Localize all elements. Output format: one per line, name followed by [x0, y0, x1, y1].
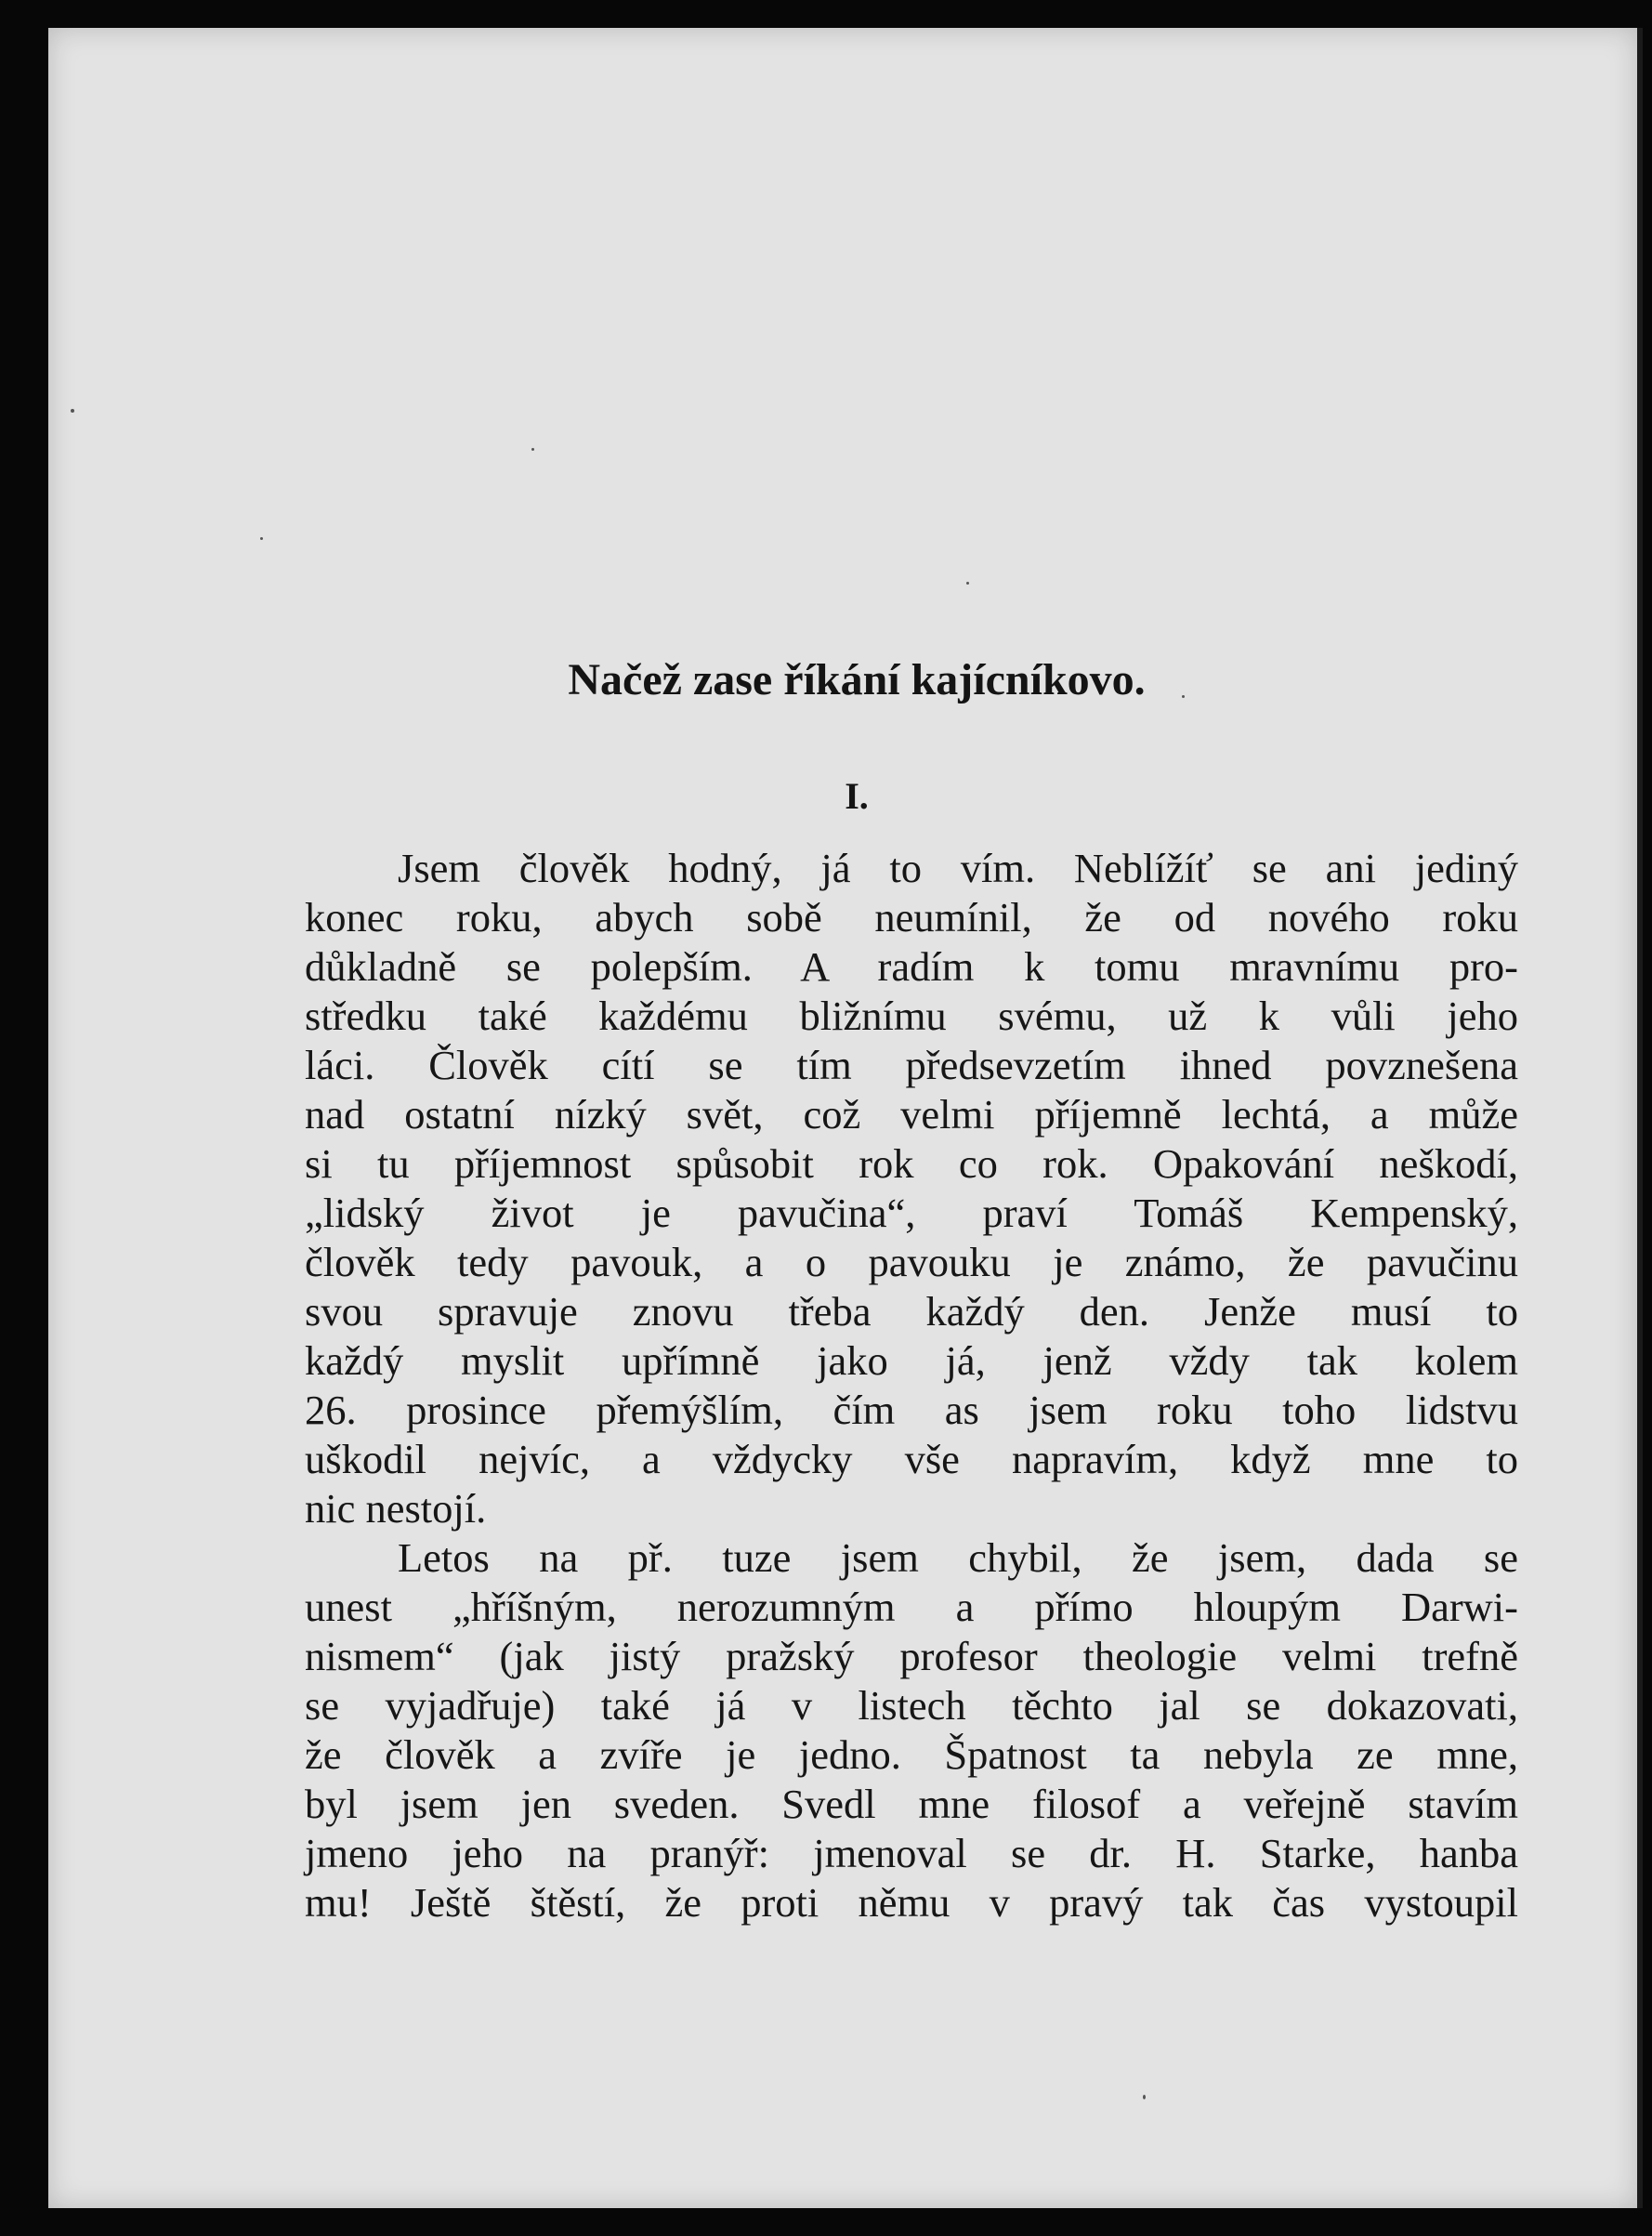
text-line: si tu příjemnost spůsobit rok co rok. Opakování neškodí, — [305, 1140, 1518, 1187]
body-text — [305, 844, 1518, 1927]
text-line: nismem“ (jak jistý pražský profesor theologie velmi trefně — [305, 1633, 1518, 1679]
paragraph — [305, 844, 1518, 1533]
paragraph — [305, 1533, 1518, 1927]
paper-speck — [531, 448, 534, 451]
text-line: „lidský život je pavučina“, praví Tomáš Kempenský, — [305, 1190, 1518, 1236]
text-line: důkladně se polepším. A radím k tomu mravnímu pro- — [305, 943, 1518, 990]
text-line: konec roku, abych sobě neumínil, že od nového roku — [305, 894, 1518, 940]
paper-speck — [966, 582, 969, 585]
text-line: Jsem člověk hodný, já to vím. Neblížíť se ani jediný — [398, 845, 1518, 891]
chapter-title: Načež zase říkání kajícníkovo. — [568, 655, 1146, 704]
text-line: se vyjadřuje) také já v listech těchto jal se dokazovati, — [305, 1682, 1518, 1729]
text-line: nic nestojí. — [305, 1485, 487, 1532]
paper-speck — [71, 409, 74, 413]
paper-speck — [260, 537, 263, 540]
text-line: unest „hříšným, nerozumným a přímo hloupým Darwi- — [305, 1584, 1518, 1630]
text-line: svou spravuje znovu třeba každý den. Jenže musí to — [305, 1288, 1518, 1335]
paper-speck — [1143, 2095, 1146, 2099]
text-line: mu! Ještě štěstí, že proti němu v pravý tak čas vystoupil — [305, 1879, 1518, 1926]
text-line: uškodil nejvíc, a vždycky vše napravím, když mne to — [305, 1436, 1518, 1482]
section-number: I. — [845, 775, 869, 817]
text-line: láci. Člověk cítí se tím předsevzetím ihned povznešena — [305, 1042, 1518, 1088]
text-line: středku také každému bližnímu svému, už k vůli jeho — [305, 993, 1518, 1039]
text-line: člověk tedy pavouk, a o pavouku je známo, že pavučinu — [305, 1239, 1518, 1285]
text-line: 26. prosince přemýšlím, čím as jsem roku toho lidstvu — [305, 1387, 1518, 1433]
text-line: nad ostatní nízký svět, což velmi příjemně lechtá, a může — [305, 1091, 1518, 1138]
text-line: že člověk a zvíře je jedno. Špatnost ta nebyla ze mne, — [305, 1731, 1518, 1778]
text-line: každý myslit upřímně jako já, jenž vždy tak kolem — [305, 1337, 1518, 1384]
book-page — [48, 28, 1643, 2208]
text-line: Letos na př. tuze jsem chybil, že jsem, dada se — [398, 1534, 1518, 1581]
text-line: jmeno jeho na pranýř: jmenoval se dr. H. Starke, hanba — [305, 1830, 1518, 1876]
text-line: byl jsem jen sveden. Svedl mne filosof a veřejně stavím — [305, 1781, 1518, 1827]
